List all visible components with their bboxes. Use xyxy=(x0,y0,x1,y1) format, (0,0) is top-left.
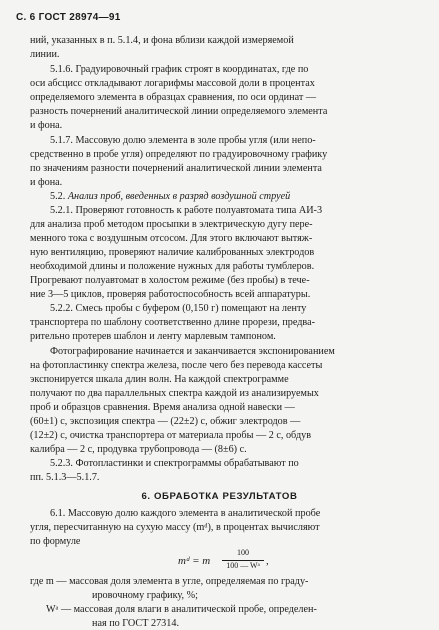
subsection-heading xyxy=(50,190,290,203)
text-line: по формуле xyxy=(30,536,81,547)
text-line: проб и образцов сравнения. Время анализа одной навески — xyxy=(30,402,295,413)
definition-line: ная по ГОСТ 27314. xyxy=(92,618,179,629)
text-line: калибра — 2 с, продувка трубопровода — (8±6) с. xyxy=(30,444,247,455)
text-line: необходимой длины и положение нужных для работы тумблеров. xyxy=(30,261,315,272)
subsection-title: Анализ проб, введенных в разряд воздушной струей xyxy=(67,191,291,202)
text-line: (60±1) с, экспозиция спектра — (22±2) с, обжиг электродов — xyxy=(30,416,301,427)
text-line: 5.2.3. Фотопластинки и спектрограммы обрабатывают по xyxy=(50,458,299,469)
definition-line: где m — массовая доля элемента в угле, определяемая по граду- xyxy=(30,576,309,587)
text-line: 5.1.7. Массовую долю элемента в золе пробы угля (или непо- xyxy=(50,135,316,146)
definition-line: Wᵃ — массовая доля влаги в аналитической пробе, определен- xyxy=(46,604,317,615)
text-line: 5.2.1. Проверяют готовность к работе полуавтомата типа АИ-3 xyxy=(50,205,323,216)
text-line: ний, указанных в п. 5.1.4, и фона вблизи каждой измеряемой xyxy=(30,35,294,46)
text-line: ную вентиляцию, проверяют наличие калиброванных электродов xyxy=(30,247,315,258)
formula-end: , xyxy=(266,555,269,567)
text-line: пп. 5.1.3—5.1.7. xyxy=(30,472,100,483)
definition-line: ировочному графику, %; xyxy=(92,590,198,601)
text-line: и фона. xyxy=(30,177,63,188)
section-heading: 6. ОБРАБОТКА РЕЗУЛЬТАТОВ xyxy=(141,491,298,502)
formula-numerator: 100 xyxy=(237,548,249,557)
text-line: разность почернений аналитической линии определяемого элемента xyxy=(30,106,328,117)
text-line: экспонируется шкала длин волн. На каждой спектрограмме xyxy=(30,374,289,385)
text-line: 6.1. Массовую долю каждого элемента в аналитической пробе xyxy=(50,508,321,519)
text-line: на фотопластинку спектра железа, после чего без перевода кассеты xyxy=(30,360,323,371)
text-line: линии. xyxy=(30,49,60,60)
text-line: для анализа проб методом просыпки в электрическую дугу пере- xyxy=(30,219,313,230)
page-header: С. 6 ГОСТ 28974—91 xyxy=(16,12,121,23)
text-line: определяемого элемента в образцах сравнения, по оси ординат — xyxy=(30,92,317,103)
text-line: угля, пересчитанную на сухую массу (mᵈ), в процентах вычисляют xyxy=(30,522,320,533)
subsection-number: 5.2. xyxy=(50,191,66,202)
text-line: ние 3—5 циклов, проверяя работоспособность всей аппаратуры. xyxy=(30,289,311,300)
text-line: Прогревают полуавтомат в холостом режиме (без пробы) в тече- xyxy=(30,275,310,286)
text-line: 5.1.6. Градуировочный график строят в координатах, где по xyxy=(50,64,309,75)
text-line: рительно протерев шаблон и ленту марлевым тампоном. xyxy=(30,331,276,342)
text-line: менного тока с воздушным отсосом. Для этого включают вытяж- xyxy=(30,233,313,244)
text-line: оси абсцисс откладывают логарифмы массовой доли в процентах xyxy=(30,78,315,89)
text-line: по значениям разности почернений аналитической линии элемента xyxy=(30,163,322,174)
text-line: транспортера по шаблону соответственно длине прорези, предва- xyxy=(30,317,316,328)
formula-denominator: 100 — Wᵃ xyxy=(226,561,260,570)
text-line: (12±2) с, очистка транспортера от материала пробы — 2 с, обдув xyxy=(30,430,312,441)
text-line: и фона. xyxy=(30,120,63,131)
text-line: получают по два параллельных спектра каждой из анализируемых xyxy=(30,388,319,399)
text-line: Фотографирование начинается и заканчивается экспонированием xyxy=(50,346,335,357)
text-line: 5.2.2. Смесь пробы с буфером (0,150 г) помещают на ленту xyxy=(50,303,307,314)
formula-lhs: mᵈ = m xyxy=(178,555,211,567)
text-line: средственно в пробе угля) определяют по градуировочному графику xyxy=(30,149,328,160)
